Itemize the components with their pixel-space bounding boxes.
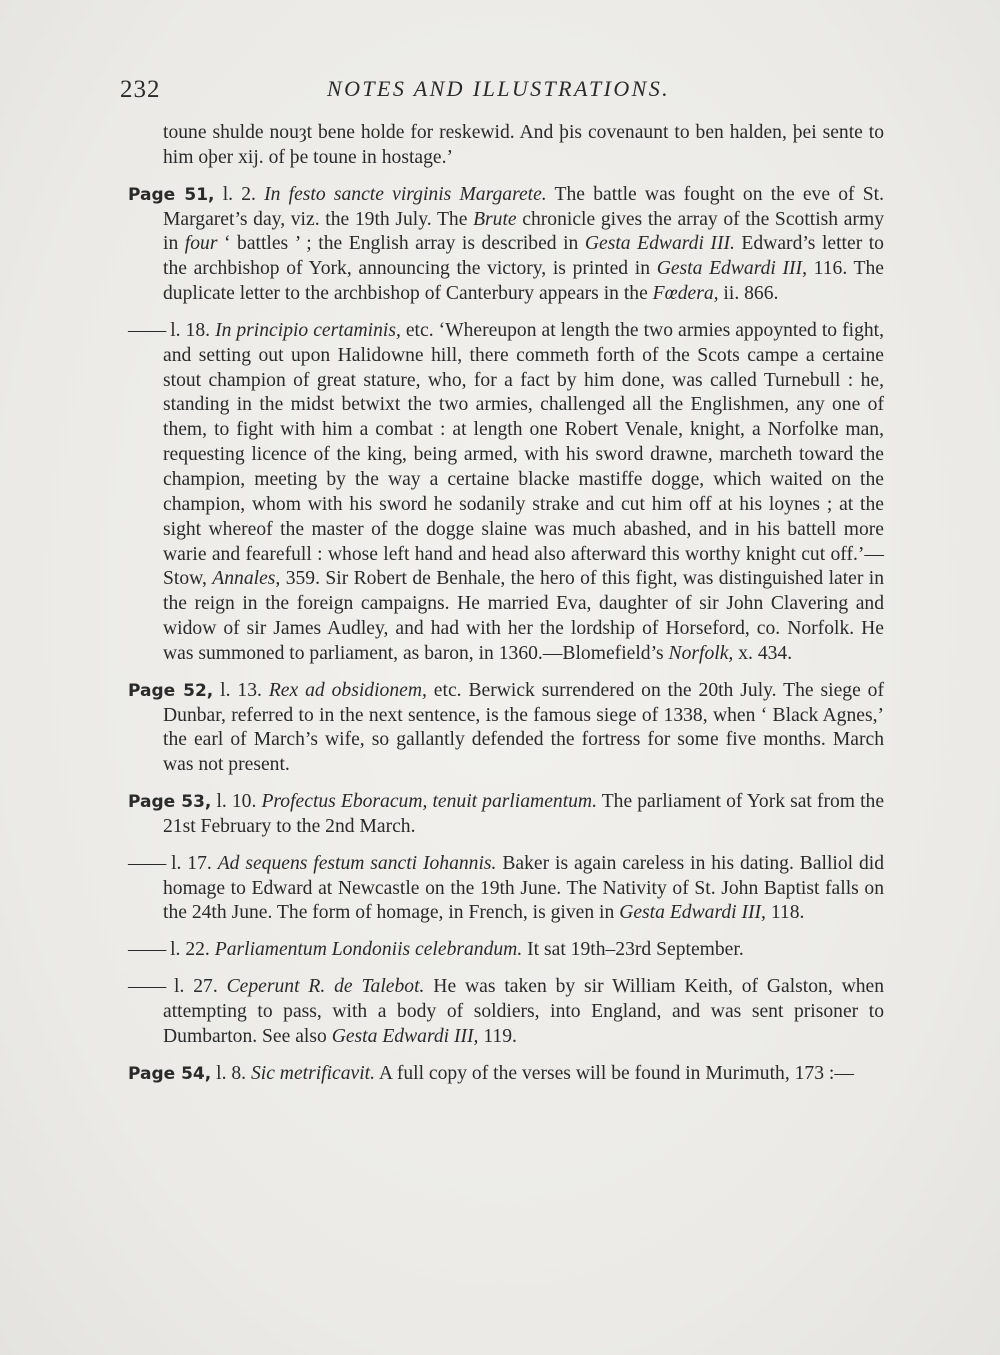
note-entry [128,790,884,840]
entry-text: x. 434. [733,642,793,664]
entry-text: The battle was fought on the eve of St. Margaret’s day, viz. the 19th July. The [163,183,884,230]
entry-text: 116. The duplicate letter to the archbishop of Canterbury appears in the [163,258,884,305]
page-reference: Page 51, [128,184,215,205]
note-entry [128,319,884,667]
latin-lemma: Sic metrificavit. [250,1062,376,1084]
cited-work: Fœdera, [652,283,719,305]
entry-text: etc. Berwick surrendered on the 20th July. The siege of Dunbar, referred to in the next sentence, is the famous siege of 1338, when ‘ Black Agnes,’ the earl of March’s wife, so gallantly defended the fortress for some five months. March was not present. [163,679,885,776]
latin-lemma: Profectus Eboracum, tenuit parliamentum. [261,791,597,813]
note-entry [128,852,884,927]
ditto-dash: —— [128,939,166,961]
cited-work: Gesta Edwardi III. [584,233,735,255]
line-reference: l. 8. [216,1062,247,1084]
notes-body [128,121,884,1099]
note-entry [128,975,884,1050]
line-reference: l. 18. [170,319,211,341]
entry-text: 119. [478,1025,517,1047]
ditto-dash: —— [128,976,166,998]
entry-text: The parliament of York sat from the 21st February to the 2nd March. [163,791,885,837]
note-entry [128,679,884,778]
latin-lemma: Parliamentum Londoniis celebrandum. [214,939,523,961]
line-reference: l. 2. [222,183,256,205]
latin-lemma: Rex ad obsidionem, [268,679,427,701]
page-reference: Page 54, [128,1063,212,1084]
ditto-dash: —— [128,319,166,341]
line-reference: l. 17. [171,852,212,874]
emphasis: four [184,233,218,255]
ditto-dash: —— [128,852,166,874]
latin-lemma: In principio certaminis, [215,319,401,341]
cited-work: Brute [473,208,517,230]
entry-text: 118. [765,902,805,924]
entry-text: A full copy of the verses will be found in Murimuth, 173 :— [375,1062,854,1084]
entry-text: Baker is again careless in his dating. Balliol did homage to Edward at Newcastle on the 19th June. The Nativity of St. John Baptist falls on the 24th June. The form of homage, in French, is given in [163,852,885,924]
entry-text: He was taken by sir William Keith, of Galston, when attempting to pass, with a body of soldiers, into England, and was sent prisoner to Dumbarton. See also [163,976,885,1047]
entry-text: It sat 19th–23rd September. [522,939,744,961]
note-entry [128,183,884,307]
entry-text: toune shulde nouȝt bene holde for reskewid. And þis covenaunt to ben halden, þei sente to him oþer xij. of þe toune in hostage.’ [163,122,884,168]
page-number: 232 [120,76,161,103]
running-title: NOTES AND ILLUSTRATIONS. [327,76,671,101]
cited-work: Gesta Edwardi III, [331,1025,479,1047]
latin-lemma: In festo sancte virginis Margarete. [264,183,547,205]
line-reference: l. 13. [220,679,262,701]
cited-work: Norfolk, [668,642,734,664]
entry-text: ‘ battles ’ ; the English array is described in [217,233,585,255]
cited-work: Gesta Edwardi III, [619,902,766,924]
cited-work: Gesta Edwardi III, [656,258,807,280]
page-reference: Page 52, [128,680,214,701]
entry-text: chronicle gives the array of the Scottish army in [163,208,884,255]
latin-lemma: Ceperunt R. de Talebot. [226,976,425,998]
line-reference: l. 27. [174,976,218,998]
line-reference: l. 10. [216,791,257,813]
entry-text: 359. Sir Robert de Benhale, the hero of this fight, was distinguished later in the reign in the foreign campaigns. He married Eva, daughter of sir John Clavering and widow of sir James Audley, and had with her the lordship of Horseford, co. Norfolk. He was summoned to parliament, as baron, in 1360.—Blomefield’s [163,568,884,664]
note-entry [128,938,884,963]
entry-text: ii. 866. [718,283,779,305]
continuation-paragraph [128,121,884,171]
page-reference: Page 53, [128,792,212,813]
cited-work: Annales, [212,568,281,590]
entry-text: Edward’s letter to the archbishop of York, announcing the victory, is printed in [163,233,884,280]
latin-lemma: Ad sequens festum sancti Iohannis. [217,852,497,874]
entry-text: etc. ‘Whereupon at length the two armies appoynted to fight, and setting out upon Halidowne hill, there commeth forth of the Scots campe a certaine stout champion of great stature, who, for a fact by him done, was called Turnebull : he, standing in the midst betwixt the two armies, challenged all the Englishmen, any one of them, to fight with him a combat : at length one Robert Venale, knight, a Norfolke man, requesting licence of the king, being armed, with his sword drawne, marcheth toward the champion, meeting by the way a certaine blacke mastiffe dogge, which waited on the champion, whom with his sword he sodanily strake and cut him off at his loynes ; at the sight whereof the master of the dogge slaine was much abashed, and in his battell more warie and fearefull : whose left hand and head also afterward this worthy knight cut off.’—Stow, [163,319,885,590]
note-entry [128,1062,884,1087]
line-reference: l. 22. [170,939,210,961]
